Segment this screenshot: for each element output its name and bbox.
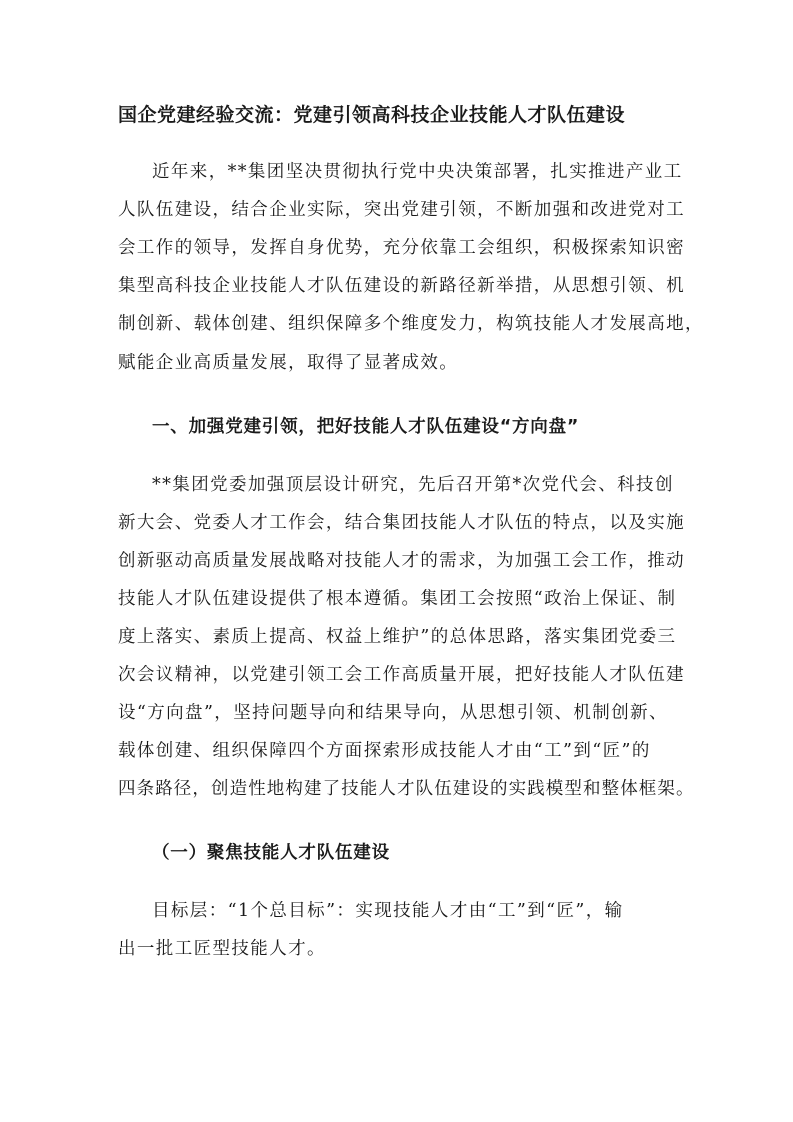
intro-line: 赋能企业高质量发展，取得了显著成效。 bbox=[118, 353, 459, 373]
subsection-body-line: 目标层：“1个总目标”：实现技能人才由“工”到“匠”，输 bbox=[152, 901, 624, 921]
section-heading: 一、加强党建引领，把好技能人才队伍建设“方向盘” bbox=[152, 417, 580, 437]
section-body-line: 创新驱动高质量发展战略对技能人才的需求，为加强工会工作，推动 bbox=[118, 551, 685, 571]
intro-line: 集型高科技企业技能人才队伍建设的新路径新举措，从思想引领、机 bbox=[118, 276, 685, 296]
section-body-line: 四条路径，创造性地构建了技能人才队伍建设的实践模型和整体框架。 bbox=[118, 779, 695, 799]
section-body-line: 次会议精神，以党建引领工会工作高质量开展，把好技能人才队伍建 bbox=[118, 665, 685, 685]
subsection-body-line: 出一批工匠型技能人才。 bbox=[118, 939, 326, 959]
intro-line: 制创新、载体创建、组织保障多个维度发力，构筑技能人才发展高地， bbox=[118, 314, 704, 334]
section-body-line: 度上落实、素质上提高、权益上维护”的总体思路，落实集团党委三 bbox=[118, 627, 677, 647]
subsection-heading: （一）聚焦技能人才队伍建设 bbox=[152, 843, 390, 863]
section-body-line: 技能人才队伍建设提供了根本遵循。集团工会按照“政治上保证、制 bbox=[118, 589, 677, 609]
document-title: 国企党建经验交流：党建引领高科技企业技能人才队伍建设 bbox=[118, 104, 626, 126]
section-body-line: 设“方向盘”，坚持问题导向和结果导向，从思想引领、机制创新、 bbox=[118, 703, 668, 723]
intro-line: 会工作的领导，发挥自身优势，充分依靠工会组织，积极探索知识密 bbox=[118, 238, 685, 258]
section-body-line: 新大会、党委人才工作会，结合集团技能人才队伍的特点，以及实施 bbox=[118, 513, 685, 533]
section-body-line: 载体创建、组织保障四个方面探索形成技能人才由“工”到“匠”的 bbox=[118, 741, 651, 761]
section-body-line: **集团党委加强顶层设计研究，先后召开第*次党代会、科技创 bbox=[152, 475, 674, 495]
intro-line: 近年来，**集团坚决贯彻执行党中央决策部署，扎实推进产业工 bbox=[152, 162, 683, 182]
intro-line: 人队伍建设，结合企业实际，突出党建引领，不断加强和改进党对工 bbox=[118, 200, 685, 220]
